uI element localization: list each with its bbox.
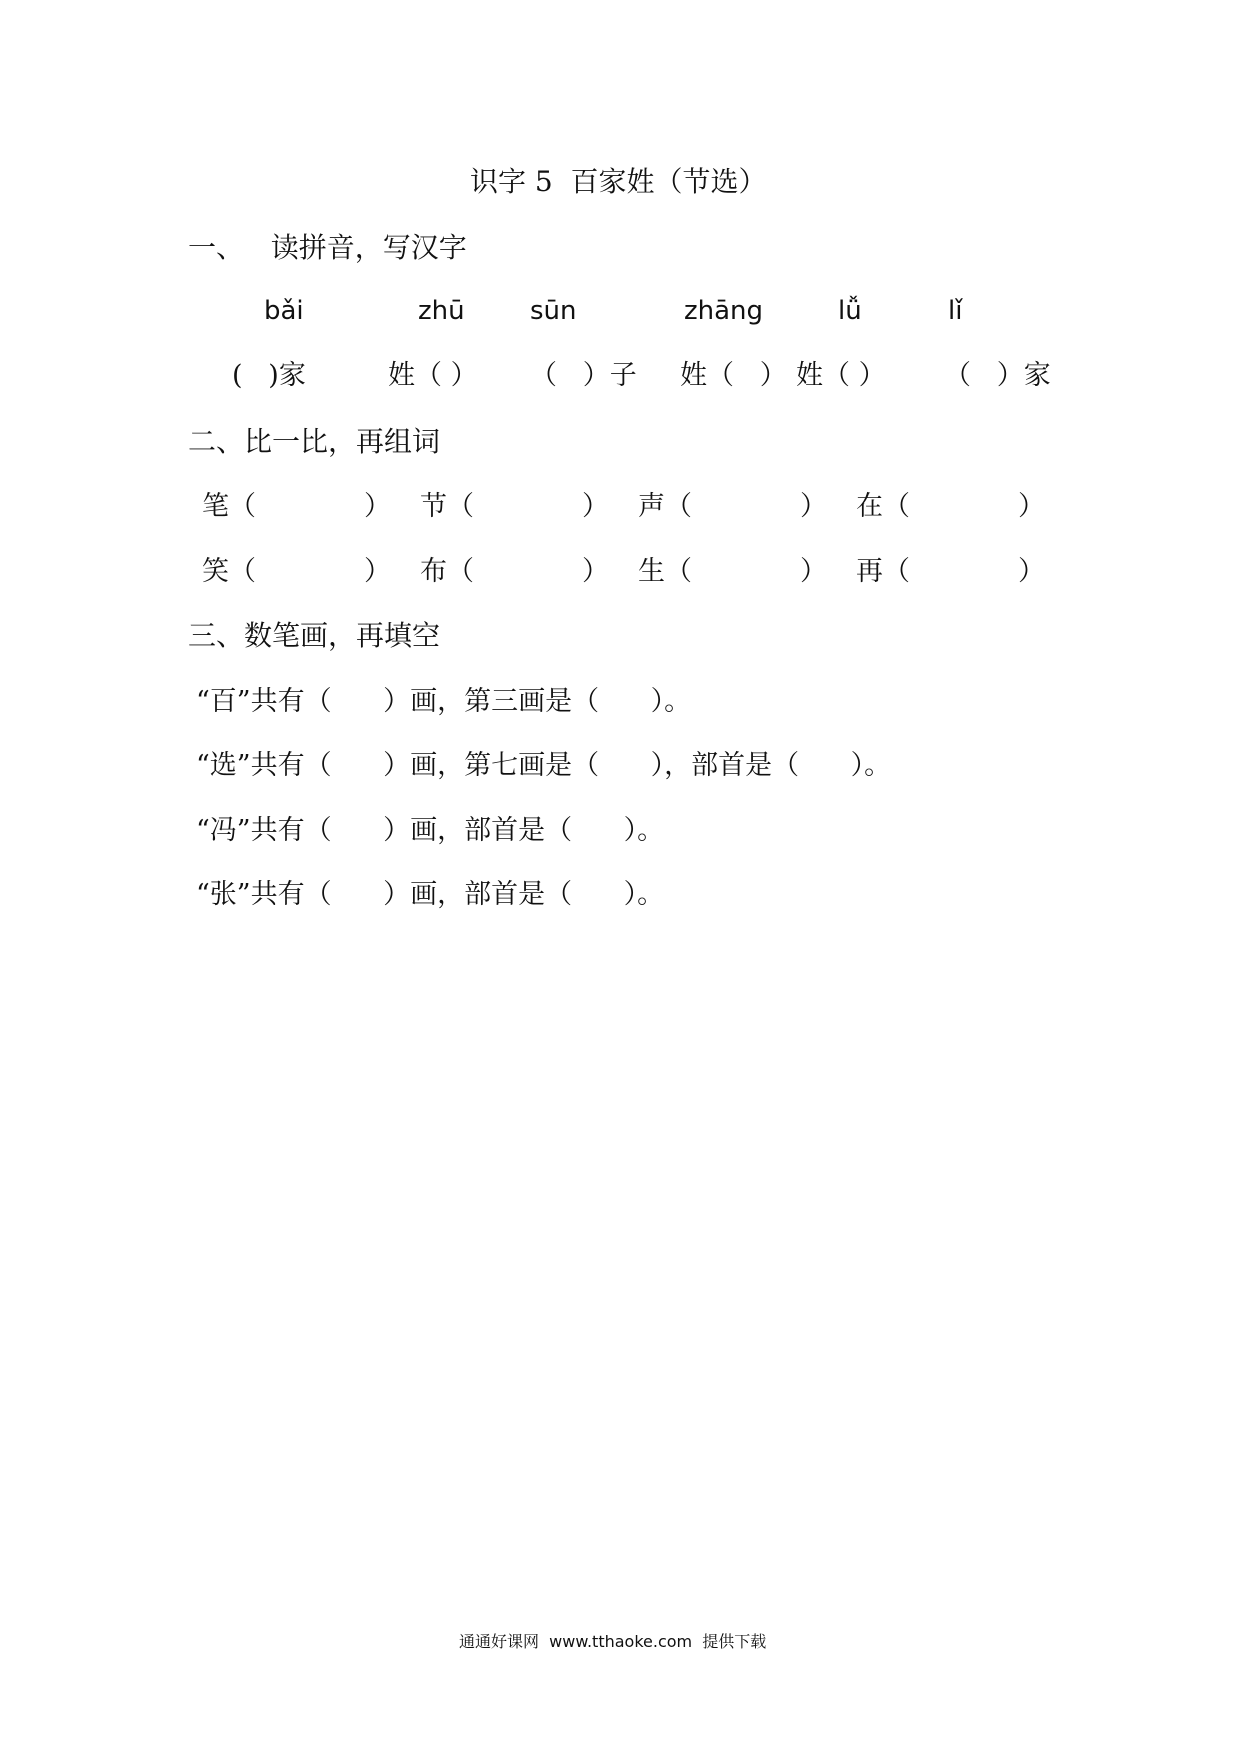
section-2-heading: 二、比一比，再组词 [188, 425, 441, 458]
section-3-heading: 三、数笔画，再填空 [188, 619, 441, 652]
word-char: 笑（ [202, 556, 256, 587]
word-char: 生（ [638, 556, 692, 587]
blank-4: 姓（ ） [680, 360, 787, 391]
pinyin-3: sūn [530, 296, 577, 326]
word-char: 在（ [856, 491, 910, 522]
stroke-line-3: “冯”共有（ ）画，部首是（ ）。 [196, 815, 665, 846]
word-close: ） [1018, 491, 1045, 522]
word-char: 再（ [856, 556, 910, 587]
pinyin-5: lǚ [838, 296, 862, 326]
pinyin-2: zhū [418, 296, 465, 326]
blank-1: ( )家 [232, 360, 306, 391]
word-char: 节（ [420, 491, 474, 522]
footer-text: 通通好课网 www.tthaoke.com 提供下载 [459, 1632, 767, 1651]
word-close: ） [364, 491, 391, 522]
blank-6: （ ）家 [944, 360, 1051, 391]
blank-2: 姓（ ） [388, 360, 478, 391]
word-char: 笔（ [202, 491, 256, 522]
word-close: ） [1018, 556, 1045, 587]
pinyin-4: zhāng [684, 296, 764, 326]
word-char: 声（ [638, 491, 692, 522]
word-close: ） [800, 491, 827, 522]
word-close: ） [582, 491, 609, 522]
pinyin-6: lǐ [948, 296, 963, 326]
word-close: ） [800, 556, 827, 587]
word-close: ） [582, 556, 609, 587]
stroke-line-2: “选”共有（ ）画，第七画是（ ），部首是（ ）。 [196, 750, 892, 781]
section-1-heading: 一、 读拼音，写汉字 [188, 231, 467, 264]
page-title: 识字 5 百家姓（节选） [470, 165, 767, 198]
pinyin-1: bǎi [264, 296, 304, 326]
blank-5: 姓（ ） [796, 360, 886, 391]
blank-3: （ ）子 [530, 360, 637, 391]
word-char: 布（ [420, 556, 474, 587]
stroke-line-4: “张”共有（ ）画，部首是（ ）。 [196, 879, 665, 910]
stroke-line-1: “百”共有（ ）画，第三画是（ ）。 [196, 686, 692, 717]
word-close: ） [364, 556, 391, 587]
